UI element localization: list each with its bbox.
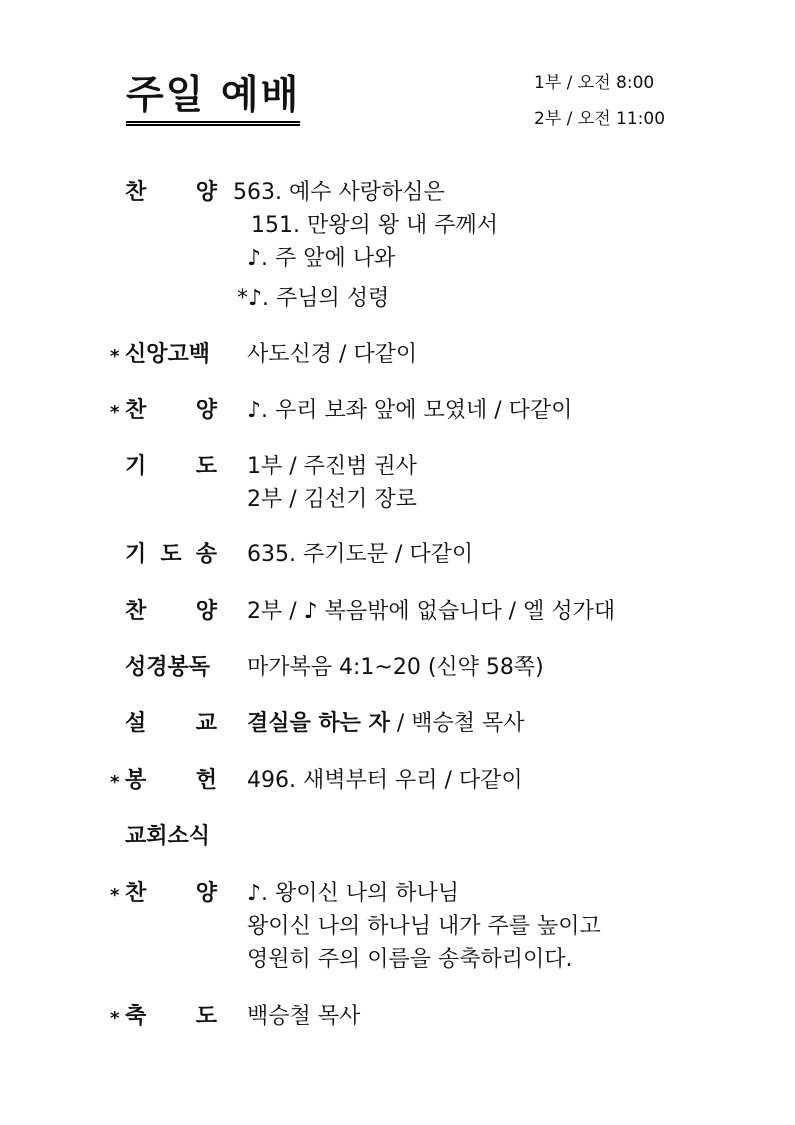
order-content: 496. 새벽부터 우리 / 다같이 [247, 768, 523, 793]
sermon-title: 결실을 하는 자 [247, 711, 390, 736]
service-time-1: 1부 / 오전 8:00 [534, 73, 655, 93]
order-label: 찬 양 [125, 180, 217, 205]
hymn-line: 563. 예수 사랑하심은 [233, 180, 445, 205]
order-content: ♪. 우리 보좌 앞에 모였네 / 다같이 [247, 398, 573, 423]
star-marker: * [110, 402, 120, 423]
order-content: 사도신경 / 다같이 [247, 342, 418, 367]
order-label: 기 도 송 [125, 542, 217, 567]
order-content: 마가복음 4:1~20 (신약 58쪽) [247, 655, 544, 680]
service-times [534, 75, 665, 147]
page-title: 주일 예배 [126, 76, 300, 126]
order-label: 찬 양 [125, 599, 217, 624]
order-label: 축 도 [125, 1004, 217, 1029]
order-label: 기 도 [125, 454, 217, 479]
order-content: 백승철 목사 [247, 1004, 361, 1029]
star-marker: * [110, 772, 120, 793]
order-label: 교회소식 [125, 824, 211, 849]
order-label: 찬 양 [125, 398, 217, 423]
order-content: ♪. 왕이신 나의 하나님 왕이신 나의 하나님 내가 주를 높이고 영원히 주의 이름을 송축하리이다. [247, 881, 601, 972]
hymn-line: 151. 만왕의 왕 내 주께서 [251, 213, 498, 238]
order-label: 찬 양 [125, 881, 217, 906]
star-marker: * [110, 346, 120, 367]
order-label: 봉 헌 [125, 768, 217, 793]
order-content: 635. 주기도문 / 다같이 [247, 542, 474, 567]
sermon-preacher: / 백승철 목사 [389, 711, 525, 736]
order-label: 설 교 [125, 711, 217, 736]
order-content: 2부 / ♪ 복음밖에 없습니다 / 엘 성가대 [247, 599, 616, 624]
hymn-line: ♪. 주 앞에 나와 [247, 246, 396, 271]
star-marker: * [110, 1008, 120, 1029]
order-label: 신앙고백 [125, 342, 211, 367]
order-label: 성경봉독 [125, 655, 211, 680]
order-content: 1부 / 주진범 권사 2부 / 김선기 장로 [247, 454, 417, 512]
hymn-line: *♪. 주님의 성령 [237, 286, 390, 311]
star-marker: * [110, 885, 120, 906]
service-time-2: 2부 / 오전 11:00 [534, 109, 666, 129]
order-content [233, 180, 498, 319]
order-content [247, 711, 525, 744]
